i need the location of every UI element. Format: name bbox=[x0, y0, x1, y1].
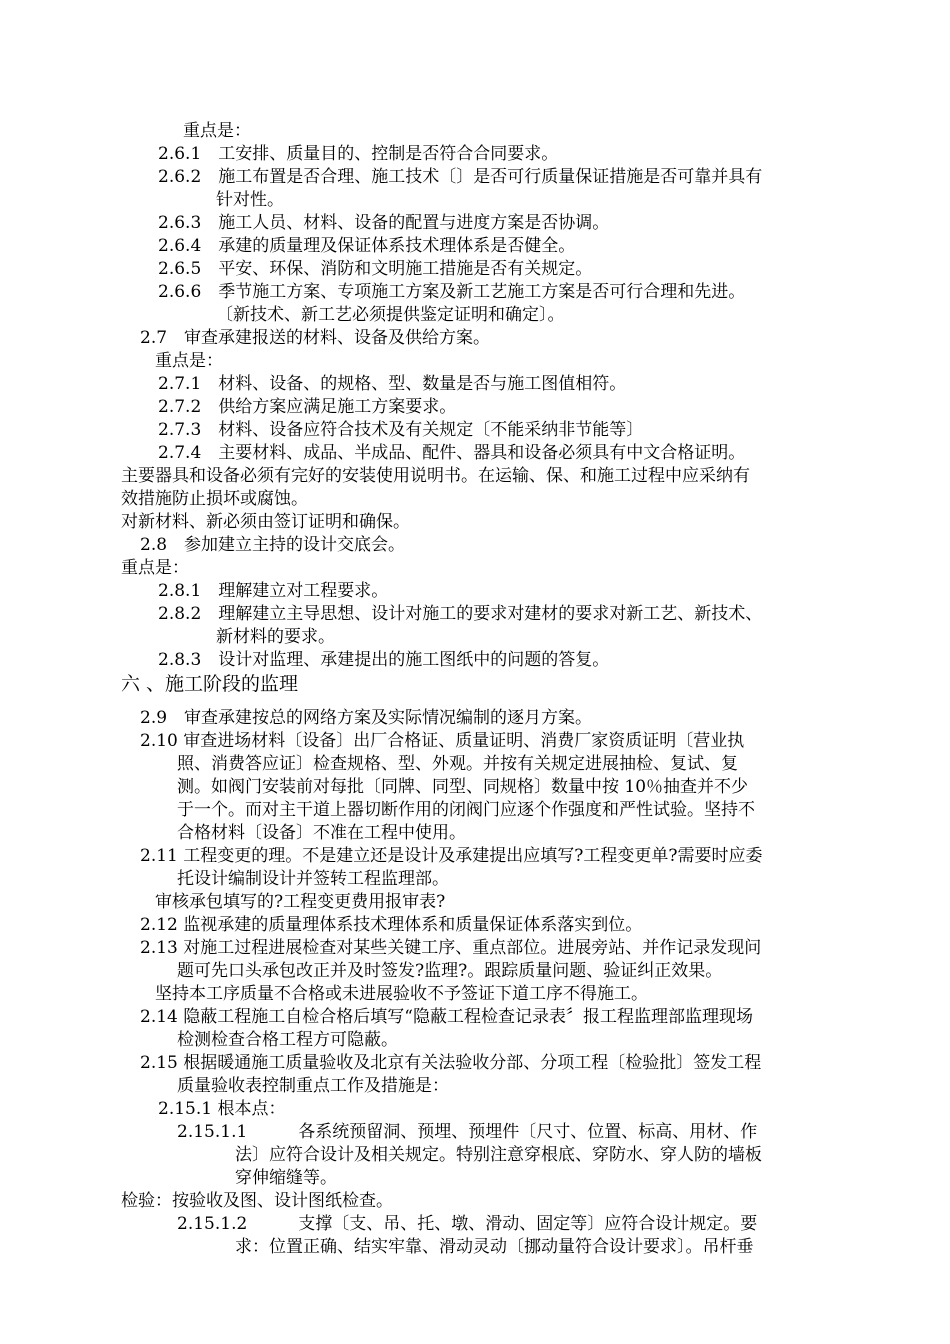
text-line: 效措施防止损坏或腐蚀。 bbox=[121, 489, 308, 509]
text-line: 2.7.2 供给方案应满足施工方案要求。 bbox=[158, 397, 457, 417]
text-line: 2.6.3 施工人员、材料、设备的配置与进度方案是否协调。 bbox=[158, 213, 610, 233]
text-line: 2.13 对施工过程进展检查对某些关键工序、重点部位。进展旁站、并作记录发现问 bbox=[140, 938, 762, 958]
text-line: 2.11 工程变更的理。不是建立还是设计及承建提出应填写?工程变更单?需要时应委 bbox=[140, 846, 763, 866]
text-line: 新材料的要求。 bbox=[216, 627, 335, 647]
text-line: 2.6.4 承建的质量理及保证体系技术理体系是否健全。 bbox=[158, 236, 576, 256]
text-line: 坚持本工序质量不合格或未进展验收不予签证下道工序不得施工。 bbox=[155, 984, 648, 1004]
section-heading: 六 、施工阶段的监理 bbox=[121, 673, 299, 695]
text-line: 合格材料〔设备〕不准在工程中使用。 bbox=[177, 823, 466, 843]
text-line: 重点是： bbox=[183, 121, 251, 141]
text-line: 2.15 根据暖通施工质量验收及北京有关法验收分部、分项工程〔检验批〕签发工程 bbox=[140, 1053, 762, 1073]
text-line: 2.6.1 工安排、质量目的、控制是否符合合同要求。 bbox=[158, 144, 559, 164]
text-line: 2.8.3 设计对监理、承建提出的施工图纸中的问题的答复。 bbox=[158, 650, 610, 670]
text-line: 2.12 监视承建的质量理体系技术理体系和质量保证体系落实到位。 bbox=[140, 915, 643, 935]
text-line: 2.9 审查承建按总的网络方案及实际情况编制的逐月方案。 bbox=[140, 708, 593, 728]
text-line: 测。如阀门安装前对每批〔同牌、同型、同规格〕数量中按 10％抽查并不少 bbox=[177, 777, 749, 797]
text-line: 主要器具和设备必须有完好的安装使用说明书。在运输、保、和施工过程中应采纳有 bbox=[121, 466, 750, 486]
text-line: 2.7.4 主要材料、成品、半成品、配件、器具和设备必须具有中文合格证明。 bbox=[158, 443, 746, 463]
text-line: 质量验收表控制重点工作及措施是： bbox=[177, 1076, 449, 1096]
text-line: 2.6.6 季节施工方案、专项施工方案及新工艺施工方案是否可行合理和先进。 bbox=[158, 282, 746, 302]
text-line: 2.7.1 材料、设备、的规格、型、数量是否与施工图值相符。 bbox=[158, 374, 627, 394]
text-line: 2.7 审查承建报送的材料、设备及供给方案。 bbox=[140, 328, 491, 348]
text-line: 照、消费答应证〕检查规格、型、外观。并按有关规定进展抽检、复试、复 bbox=[177, 754, 738, 774]
text-line: 2.8 参加建立主持的设计交底会。 bbox=[140, 535, 406, 555]
text-line: 2.8.1 理解建立对工程要求。 bbox=[158, 581, 389, 601]
text-line: 题可先口头承包改正并及时签发?监理?。跟踪质量问题、验证纠正效果。 bbox=[177, 961, 723, 981]
text-line: 2.10 审查进场材料〔设备〕出厂合格证、质量证明、消费厂家资质证明〔营业执 bbox=[140, 731, 745, 751]
text-line: 2.6.5 平安、环保、消防和文明施工措施是否有关规定。 bbox=[158, 259, 593, 279]
text-line: 2.7.3 材料、设备应符合技术及有关规定〔不能采纳非节能等〕 bbox=[158, 420, 644, 440]
text-line: 审核承包填写的?工程变更费用报审表? bbox=[155, 892, 446, 912]
text-line: 重点是： bbox=[121, 558, 189, 578]
text-line: 2.15.1.2 支撑〔支、吊、托、墩、滑动、固定等〕应符合设计规定。要 bbox=[177, 1214, 758, 1234]
text-line: 对新材料、新必须由签订证明和确保。 bbox=[121, 512, 410, 532]
text-line: 2.8.2 理解建立主导思想、设计对施工的要求对建材的要求对新工艺、新技术、 bbox=[158, 604, 763, 624]
text-line: 托设计编制设计并签转工程监理部。 bbox=[177, 869, 449, 889]
text-line: 2.15.1 根本点： bbox=[158, 1099, 286, 1119]
text-line: 2.6.2 施工布置是否合理、施工技术〔〕是否可行质量保证措施是否可靠并具有 bbox=[158, 167, 763, 187]
text-line: 针对性。 bbox=[216, 190, 284, 210]
text-line: 穿伸缩缝等。 bbox=[235, 1168, 337, 1188]
text-line: 求：位置正确、结实牢靠、滑动灵动〔挪动量符合设计要求〕。吊杆垂 bbox=[235, 1237, 754, 1257]
text-line: 法〕应符合设计及相关规定。特别注意穿根底、穿防水、穿人防的墙板 bbox=[235, 1145, 762, 1165]
text-line: 2.15.1.1 各系统预留洞、预埋、预埋件〔尺寸、位置、标高、用材、作 bbox=[177, 1122, 758, 1142]
text-line: 〔新技术、新工艺必须提供鉴定证明和确定〕。 bbox=[216, 305, 565, 325]
text-line: 重点是： bbox=[155, 351, 223, 371]
text-line: 检验：按验收及图、设计图纸检查。 bbox=[121, 1191, 393, 1211]
text-line: 2.14 隐蔽工程施工自检合格后填写“隐蔽工程检查记录表〞报工程监理部监理现场 bbox=[140, 1007, 753, 1027]
text-line: 检测检查合格工程方可隐蔽。 bbox=[177, 1030, 398, 1050]
text-line: 于一个。而对主干道上器切断作用的闭阀门应逐个作强度和严性试验。坚持不 bbox=[177, 800, 755, 820]
